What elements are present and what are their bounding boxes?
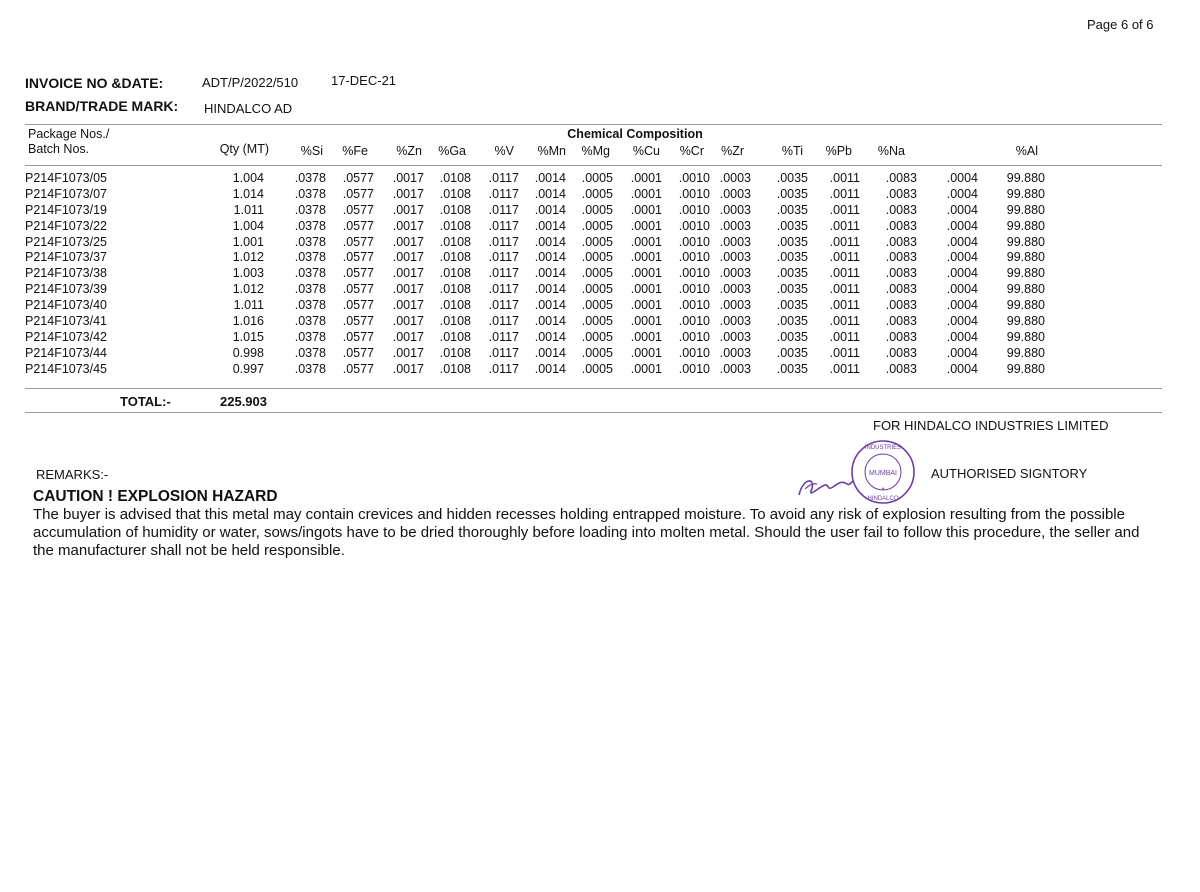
composition-cell: .0035: [776, 298, 808, 313]
composition-cell: .0017: [392, 202, 424, 217]
element-header: %Al: [1015, 144, 1038, 158]
composition-cell: .0083: [885, 345, 917, 360]
batch-number: P214F1073/42: [25, 329, 108, 344]
qty-cell: 1.011: [233, 298, 264, 313]
qty-cell: 1.015: [232, 329, 264, 344]
composition-cell: .0014: [534, 186, 566, 201]
package-header-line2: Batch Nos.: [28, 142, 90, 156]
composition-cell: .0117: [488, 282, 519, 297]
qty-cell: 1.004: [232, 218, 264, 233]
caution-title: CAUTION ! EXPLOSION HAZARD: [33, 488, 278, 505]
composition-cell: .0108: [439, 329, 471, 344]
composition-cell: .0003: [719, 282, 751, 297]
composition-cell: .0035: [776, 250, 808, 265]
composition-cell: .0083: [885, 250, 917, 265]
composition-cell: .0117: [488, 218, 519, 233]
composition-cell: .0117: [488, 250, 519, 265]
composition-cell: .0017: [392, 282, 424, 297]
composition-cell: .0117: [488, 266, 519, 281]
composition-cell: .0378: [294, 282, 326, 297]
composition-cell: .0001: [630, 314, 662, 329]
table-row: [0, 187, 1200, 203]
composition-cell: .0001: [630, 218, 662, 233]
composition-cell: .0011: [829, 202, 860, 217]
composition-cell: 99.880: [1006, 361, 1045, 376]
composition-cell: .0010: [678, 361, 710, 376]
composition-cell: 99.880: [1006, 202, 1045, 217]
batch-number: P214F1073/45: [25, 361, 108, 376]
total-top-rule: [25, 388, 1162, 389]
composition-cell: .0577: [342, 314, 374, 329]
composition-cell: .0003: [719, 329, 751, 344]
composition-cell: .0117: [488, 361, 519, 376]
company-seal-signature: [795, 437, 920, 509]
composition-cell: .0108: [439, 266, 471, 281]
composition-cell: .0011: [829, 186, 860, 201]
composition-cell: .0378: [294, 186, 326, 201]
composition-cell: .0004: [946, 250, 978, 265]
composition-cell: .0001: [630, 186, 662, 201]
batch-number: P214F1073/25: [25, 234, 108, 249]
composition-cell: .0004: [946, 186, 978, 201]
composition-cell: .0014: [534, 171, 566, 185]
composition-cell: .0017: [392, 171, 424, 185]
composition-cell: .0014: [534, 345, 566, 360]
composition-cell: .0017: [392, 186, 424, 201]
composition-cell: .0005: [581, 186, 613, 201]
table-row: [0, 314, 1200, 330]
qty-cell: 1.012: [232, 250, 264, 265]
composition-cell: .0035: [776, 314, 808, 329]
composition-cell: .0083: [885, 234, 917, 249]
composition-cell: .0577: [342, 202, 374, 217]
element-header: %Cu: [632, 144, 660, 158]
composition-cell: .0004: [946, 234, 978, 249]
composition-cell: .0108: [439, 314, 471, 329]
composition-cell: .0003: [719, 234, 751, 249]
composition-cell: .0010: [678, 171, 710, 185]
composition-cell: .0577: [342, 218, 374, 233]
composition-cell: 99.880: [1006, 298, 1045, 313]
batch-number: P214F1073/41: [25, 314, 108, 329]
composition-cell: .0108: [439, 250, 471, 265]
element-header: %Si: [300, 144, 323, 158]
composition-cell: .0117: [488, 314, 519, 329]
composition-cell: .0014: [534, 361, 566, 376]
composition-cell: .0004: [946, 266, 978, 281]
composition-cell: .0011: [829, 171, 860, 185]
batch-number: P214F1073/44: [25, 345, 108, 360]
composition-cell: .0083: [885, 202, 917, 217]
composition-cell: .0001: [630, 329, 662, 344]
composition-cell: .0017: [392, 250, 424, 265]
composition-cell: .0035: [776, 218, 808, 233]
qty-cell: 1.003: [232, 266, 264, 281]
remarks-label: REMARKS:-: [36, 467, 109, 482]
caution-text: The buyer is advised that this metal may contain crevices and hidden recesses holding entrapped moisture. To avoid any risk of explosion resulting from the possible accumulation of humidity or water, sows/ingots have to be dried thoroughly before loading into molten metal. Should the user fail to follow this procedure, the seller and the manufacturer shall not be held responsible.: [33, 506, 1140, 559]
element-header: %Zr: [721, 144, 744, 158]
table-row: [0, 219, 1200, 235]
composition-cell: .0577: [342, 329, 374, 344]
composition-cell: .0017: [392, 234, 424, 249]
composition-cell: .0010: [678, 186, 710, 201]
brand-value: HINDALCO AD: [204, 101, 293, 116]
composition-cell: .0035: [776, 202, 808, 217]
composition-cell: 99.880: [1006, 218, 1045, 233]
composition-cell: .0083: [885, 314, 917, 329]
composition-cell: .0014: [534, 314, 566, 329]
table-row: [0, 235, 1200, 251]
composition-cell: 99.880: [1006, 282, 1045, 297]
composition-cell: .0001: [630, 282, 662, 297]
table-row: [0, 298, 1200, 314]
composition-cell: .0005: [581, 218, 613, 233]
composition-cell: .0577: [342, 298, 374, 313]
table-row: [0, 266, 1200, 282]
table-row: [0, 171, 1200, 187]
invoice-label: INVOICE NO &DATE:: [25, 75, 164, 91]
composition-cell: .0577: [342, 361, 374, 376]
composition-cell: .0378: [294, 202, 326, 217]
composition-cell: .0108: [439, 186, 471, 201]
composition-cell: .0010: [678, 345, 710, 360]
composition-cell: 99.880: [1006, 186, 1045, 201]
composition-cell: .0035: [776, 186, 808, 201]
composition-cell: .0017: [392, 361, 424, 376]
composition-cell: .0004: [946, 345, 978, 360]
composition-cell: .0083: [885, 298, 917, 313]
composition-cell: .0003: [719, 186, 751, 201]
composition-cell: .0011: [829, 266, 860, 281]
composition-cell: .0017: [392, 266, 424, 281]
page-number: Page 6 of 6: [1087, 17, 1154, 32]
invoice-date: 17-DEC-21: [331, 73, 397, 88]
element-header: %Fe: [342, 144, 368, 158]
composition-cell: .0083: [885, 266, 917, 281]
batch-number: P214F1073/05: [25, 171, 108, 185]
composition-cell: .0005: [581, 361, 613, 376]
composition-cell: 99.880: [1006, 329, 1045, 344]
composition-cell: .0005: [581, 234, 613, 249]
element-header: %Ga: [438, 144, 466, 158]
batch-number: P214F1073/39: [25, 282, 108, 297]
qty-cell: 1.004: [232, 171, 264, 185]
composition-cell: .0117: [488, 298, 519, 313]
composition-cell: .0003: [719, 171, 751, 185]
composition-cell: .0010: [678, 329, 710, 344]
composition-cell: .0004: [946, 282, 978, 297]
qty-cell: 1.011: [233, 202, 264, 217]
composition-cell: .0035: [776, 266, 808, 281]
composition-cell: 99.880: [1006, 234, 1045, 249]
batch-number: P214F1073/19: [25, 202, 108, 217]
composition-cell: .0003: [719, 314, 751, 329]
composition-cell: .0005: [581, 282, 613, 297]
composition-cell: .0005: [581, 202, 613, 217]
composition-cell: .0014: [534, 202, 566, 217]
composition-cell: .0014: [534, 250, 566, 265]
composition-cell: .0117: [488, 186, 519, 201]
composition-cell: .0001: [630, 298, 662, 313]
composition-cell: .0005: [581, 329, 613, 344]
composition-cell: .0003: [719, 266, 751, 281]
composition-cell: .0004: [946, 298, 978, 313]
composition-cell: .0005: [581, 250, 613, 265]
composition-cell: .0378: [294, 298, 326, 313]
composition-cell: .0378: [294, 329, 326, 344]
composition-cell: .0117: [488, 345, 519, 360]
qty-cell: 1.016: [232, 314, 264, 329]
composition-cell: 99.880: [1006, 250, 1045, 265]
composition-cell: .0005: [581, 298, 613, 313]
composition-cell: .0005: [581, 171, 613, 185]
composition-cell: .0011: [829, 218, 860, 233]
composition-cell: .0014: [534, 329, 566, 344]
composition-cell: 99.880: [1006, 171, 1045, 185]
element-header: %Zn: [396, 144, 422, 158]
composition-cell: .0014: [534, 282, 566, 297]
composition-cell: .0577: [342, 345, 374, 360]
total-qty: 225.903: [220, 394, 267, 409]
composition-cell: .0083: [885, 186, 917, 201]
composition-cell: .0108: [439, 298, 471, 313]
composition-cell: .0003: [719, 361, 751, 376]
composition-cell: .0011: [829, 282, 860, 297]
composition-cell: .0035: [776, 234, 808, 249]
batch-table-body: [0, 171, 1200, 378]
composition-cell: .0035: [776, 361, 808, 376]
svg-text:MUMBAI: MUMBAI: [869, 470, 897, 477]
composition-cell: .0001: [630, 250, 662, 265]
qty-cell: 0.998: [232, 345, 264, 360]
element-header: %Mn: [537, 144, 566, 158]
composition-cell: .0117: [488, 329, 519, 344]
composition-cell: .0017: [392, 298, 424, 313]
batch-number: P214F1073/07: [25, 186, 108, 201]
composition-cell: .0001: [630, 266, 662, 281]
composition-cell: .0117: [488, 202, 519, 217]
batch-number: P214F1073/38: [25, 266, 108, 281]
composition-cell: .0003: [719, 345, 751, 360]
invoice-number: ADT/P/2022/510: [202, 75, 299, 90]
composition-cell: .0378: [294, 171, 326, 185]
composition-cell: .0011: [829, 250, 860, 265]
composition-cell: .0378: [294, 314, 326, 329]
qty-cell: 1.012: [232, 282, 264, 297]
table-row: [0, 250, 1200, 266]
composition-cell: .0108: [439, 282, 471, 297]
composition-cell: .0010: [678, 234, 710, 249]
composition-cell: .0004: [946, 202, 978, 217]
composition-cell: .0017: [392, 218, 424, 233]
composition-cell: .0378: [294, 234, 326, 249]
table-row: [0, 362, 1200, 378]
composition-cell: .0108: [439, 345, 471, 360]
composition-cell: .0010: [678, 314, 710, 329]
composition-cell: .0014: [534, 218, 566, 233]
for-company: FOR HINDALCO INDUSTRIES LIMITED: [873, 418, 1109, 433]
qty-cell: 1.014: [232, 186, 264, 201]
element-header: %Cr: [679, 144, 704, 158]
composition-cell: .0017: [392, 314, 424, 329]
composition-cell: 99.880: [1006, 314, 1045, 329]
svg-text:HINDALCO: HINDALCO: [867, 496, 899, 502]
composition-cell: .0011: [829, 361, 860, 376]
element-header: %V: [494, 144, 514, 158]
composition-cell: .0005: [581, 345, 613, 360]
chemical-composition-title: Chemical Composition: [567, 127, 703, 141]
element-header: %Mg: [581, 144, 610, 158]
composition-cell: .0011: [829, 234, 860, 249]
brand-label: BRAND/TRADE MARK:: [25, 98, 179, 114]
composition-cell: .0005: [581, 266, 613, 281]
composition-cell: .0010: [678, 282, 710, 297]
composition-cell: .0003: [719, 250, 751, 265]
batch-number: P214F1073/40: [25, 298, 108, 313]
composition-cell: .0011: [829, 345, 860, 360]
qty-cell: 1.001: [232, 234, 264, 249]
composition-cell: .0577: [342, 250, 374, 265]
composition-cell: .0108: [439, 234, 471, 249]
table-row: [0, 330, 1200, 346]
composition-cell: .0004: [946, 329, 978, 344]
composition-cell: .0017: [392, 329, 424, 344]
composition-cell: .0108: [439, 171, 471, 185]
composition-cell: .0001: [630, 202, 662, 217]
composition-cell: .0011: [829, 329, 860, 344]
composition-cell: .0577: [342, 171, 374, 185]
composition-cell: .0001: [630, 234, 662, 249]
composition-cell: .0010: [678, 202, 710, 217]
composition-cell: .0083: [885, 329, 917, 344]
composition-cell: .0004: [946, 218, 978, 233]
composition-cell: .0083: [885, 218, 917, 233]
composition-cell: .0003: [719, 298, 751, 313]
composition-cell: .0108: [439, 202, 471, 217]
svg-text:*: *: [881, 486, 885, 495]
composition-cell: .0117: [488, 234, 519, 249]
composition-cell: .0035: [776, 171, 808, 185]
composition-cell: .0003: [719, 218, 751, 233]
table-row: [0, 282, 1200, 298]
composition-cell: .0001: [630, 345, 662, 360]
header-bottom-rule: [25, 165, 1162, 166]
composition-cell: .0378: [294, 250, 326, 265]
package-header-line1: Package Nos./: [28, 127, 110, 141]
composition-cell: .0035: [776, 282, 808, 297]
composition-cell: .0577: [342, 186, 374, 201]
composition-cell: .0014: [534, 234, 566, 249]
table-row: [0, 346, 1200, 362]
composition-cell: .0378: [294, 266, 326, 281]
composition-cell: .0001: [630, 171, 662, 185]
total-label: TOTAL:-: [120, 394, 171, 409]
composition-cell: .0083: [885, 282, 917, 297]
composition-cell: .0577: [342, 234, 374, 249]
composition-cell: .0014: [534, 266, 566, 281]
element-header: %Na: [877, 144, 905, 158]
composition-cell: .0378: [294, 345, 326, 360]
composition-cell: .0378: [294, 218, 326, 233]
composition-cell: .0014: [534, 298, 566, 313]
total-bottom-rule: [25, 412, 1162, 413]
composition-cell: .0005: [581, 314, 613, 329]
composition-cell: 99.880: [1006, 345, 1045, 360]
element-header: %Ti: [781, 144, 803, 158]
composition-cell: .0035: [776, 345, 808, 360]
composition-cell: .0004: [946, 171, 978, 185]
composition-cell: .0577: [342, 282, 374, 297]
composition-cell: .0017: [392, 345, 424, 360]
composition-cell: .0378: [294, 361, 326, 376]
composition-cell: .0035: [776, 329, 808, 344]
composition-cell: .0108: [439, 361, 471, 376]
composition-cell: .0083: [885, 171, 917, 185]
composition-cell: .0577: [342, 266, 374, 281]
composition-cell: .0011: [829, 314, 860, 329]
batch-number: P214F1073/37: [25, 250, 108, 265]
table-top-rule: [25, 124, 1162, 125]
composition-cell: .0010: [678, 218, 710, 233]
composition-cell: .0003: [719, 202, 751, 217]
composition-cell: .0083: [885, 361, 917, 376]
composition-cell: .0108: [439, 218, 471, 233]
batch-number: P214F1073/22: [25, 218, 108, 233]
composition-cell: .0011: [829, 298, 860, 313]
composition-cell: .0004: [946, 314, 978, 329]
table-row: [0, 203, 1200, 219]
composition-cell: .0004: [946, 361, 978, 376]
element-header: %Pb: [825, 144, 852, 158]
qty-cell: 0.997: [232, 361, 264, 376]
composition-cell: .0010: [678, 298, 710, 313]
svg-text:INDUSTRIES: INDUSTRIES: [864, 445, 902, 451]
composition-cell: .0117: [488, 171, 519, 185]
qty-header: Qty (MT): [219, 142, 269, 156]
authorised-signatory: AUTHORISED SIGNTORY: [931, 466, 1088, 481]
composition-cell: 99.880: [1006, 266, 1045, 281]
composition-cell: .0010: [678, 266, 710, 281]
composition-cell: .0010: [678, 250, 710, 265]
composition-cell: .0001: [630, 361, 662, 376]
